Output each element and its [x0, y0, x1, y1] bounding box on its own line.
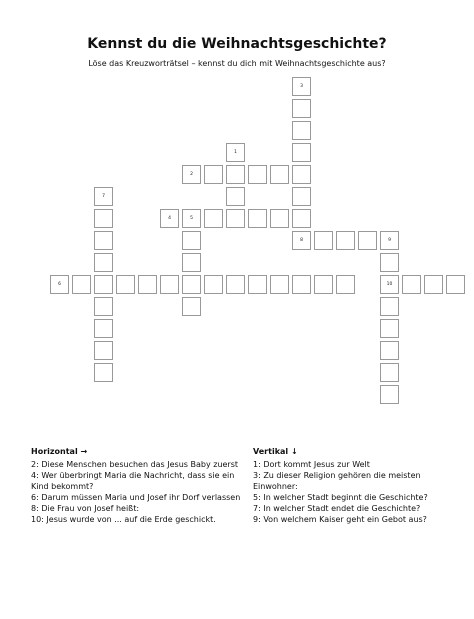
clue-across-10: 10: Jesus wurde von ... auf die Erde geschickt. — [31, 515, 216, 524]
clue-across-4: 4: Wer überbringt Maria die Nachricht, dass sie ein Kind bekommt? — [31, 471, 235, 491]
crossword-cell[interactable] — [72, 275, 91, 294]
crossword-cell[interactable] — [204, 165, 223, 184]
page-subtitle: Löse das Kreuzworträtsel – kennst du dich mit Weihnachtsgeschichte aus? — [88, 59, 386, 68]
crossword-cell[interactable] — [292, 187, 311, 206]
crossword-cell[interactable] — [116, 275, 135, 294]
clue-down-3: 3: Zu dieser Religion gehören die meisten Einwohner: — [253, 471, 421, 491]
crossword-cell[interactable] — [94, 275, 113, 294]
page-title: Kennst du die Weihnachtsgeschichte? — [87, 36, 387, 52]
crossword-cell[interactable] — [94, 253, 113, 272]
crossword-cell[interactable] — [138, 275, 157, 294]
crossword-cell[interactable] — [292, 121, 311, 140]
crossword-cell[interactable] — [270, 209, 289, 228]
crossword-cell[interactable] — [314, 275, 333, 294]
crossword-cell[interactable] — [160, 275, 179, 294]
crossword-cell[interactable] — [380, 341, 399, 360]
crossword-cell[interactable] — [226, 143, 245, 162]
crossword-cell[interactable] — [226, 187, 245, 206]
crossword-cell[interactable] — [182, 165, 201, 184]
crossword-cell[interactable] — [292, 231, 311, 250]
crossword-cell[interactable] — [292, 143, 311, 162]
vertical-heading: Vertikal ↓ — [253, 447, 298, 456]
crossword-cell[interactable] — [424, 275, 443, 294]
crossword-cell[interactable] — [292, 275, 311, 294]
crossword-cell[interactable] — [292, 165, 311, 184]
clue-down-5: 5: In welcher Stadt beginnt die Geschichte? — [253, 493, 428, 502]
horizontal-heading: Horizontal → — [31, 447, 88, 456]
crossword-cell[interactable] — [270, 165, 289, 184]
clue-number: 3 — [300, 84, 303, 89]
clue-number: 2 — [190, 172, 193, 177]
crossword-cell[interactable] — [94, 363, 113, 382]
crossword-cell[interactable] — [380, 231, 399, 250]
clue-number: 7 — [102, 194, 105, 199]
crossword-cell[interactable] — [94, 319, 113, 338]
clue-number: 10 — [386, 282, 393, 287]
clue-across-6: 6: Darum müssen Maria und Josef ihr Dorf verlassen — [31, 493, 241, 502]
crossword-cell[interactable] — [182, 231, 201, 250]
clue-number: 8 — [300, 238, 303, 243]
crossword-cell[interactable] — [380, 385, 399, 404]
crossword-cell[interactable] — [182, 275, 201, 294]
crossword-cell[interactable] — [50, 275, 69, 294]
crossword-cell[interactable] — [182, 297, 201, 316]
crossword-cell[interactable] — [94, 341, 113, 360]
vertical-clues — [253, 446, 453, 525]
crossword-cell[interactable] — [358, 231, 377, 250]
clue-across-2: 2: Diese Menschen besuchen das Jesus Baby zuerst — [31, 460, 239, 469]
crossword-cell[interactable] — [380, 275, 399, 294]
crossword-cell[interactable] — [94, 297, 113, 316]
crossword-cell[interactable] — [182, 209, 201, 228]
clue-number: 5 — [190, 216, 193, 221]
crossword-cell[interactable] — [94, 231, 113, 250]
clue-down-9: 9: Von welchem Kaiser geht ein Gebot aus? — [253, 515, 427, 524]
clue-number: 1 — [234, 150, 237, 155]
crossword-cell[interactable] — [380, 253, 399, 272]
crossword-cell[interactable] — [292, 77, 311, 96]
crossword-cell[interactable] — [248, 275, 267, 294]
crossword-cell[interactable] — [226, 275, 245, 294]
crossword-cell[interactable] — [402, 275, 421, 294]
horizontal-clues — [31, 446, 253, 525]
crossword-cell[interactable] — [204, 209, 223, 228]
crossword-cell[interactable] — [446, 275, 465, 294]
crossword-cell[interactable] — [380, 363, 399, 382]
crossword-cell[interactable] — [270, 275, 289, 294]
crossword-cell[interactable] — [204, 275, 223, 294]
clue-number: 6 — [58, 282, 61, 287]
crossword-cell[interactable] — [160, 209, 179, 228]
crossword-cell[interactable] — [336, 231, 355, 250]
clue-number: 9 — [388, 238, 391, 243]
crossword-cell[interactable] — [314, 231, 333, 250]
clue-number: 4 — [168, 216, 171, 221]
crossword-cell[interactable] — [248, 209, 267, 228]
crossword-cell[interactable] — [226, 165, 245, 184]
crossword-cell[interactable] — [292, 209, 311, 228]
crossword-cell[interactable] — [292, 99, 311, 118]
crossword-cell[interactable] — [248, 165, 267, 184]
clue-down-1: 1: Dort kommt Jesus zur Welt — [253, 460, 370, 469]
crossword-cell[interactable] — [380, 319, 399, 338]
crossword-cell[interactable] — [94, 187, 113, 206]
crossword-cell[interactable] — [182, 253, 201, 272]
crossword-cell[interactable] — [94, 209, 113, 228]
crossword-cell[interactable] — [226, 209, 245, 228]
crossword-cell[interactable] — [380, 297, 399, 316]
clue-across-8: 8: Die Frau von Josef heißt: — [31, 504, 140, 513]
crossword-cell[interactable] — [336, 275, 355, 294]
clue-down-7: 7: In welcher Stadt endet die Geschichte? — [253, 504, 421, 513]
